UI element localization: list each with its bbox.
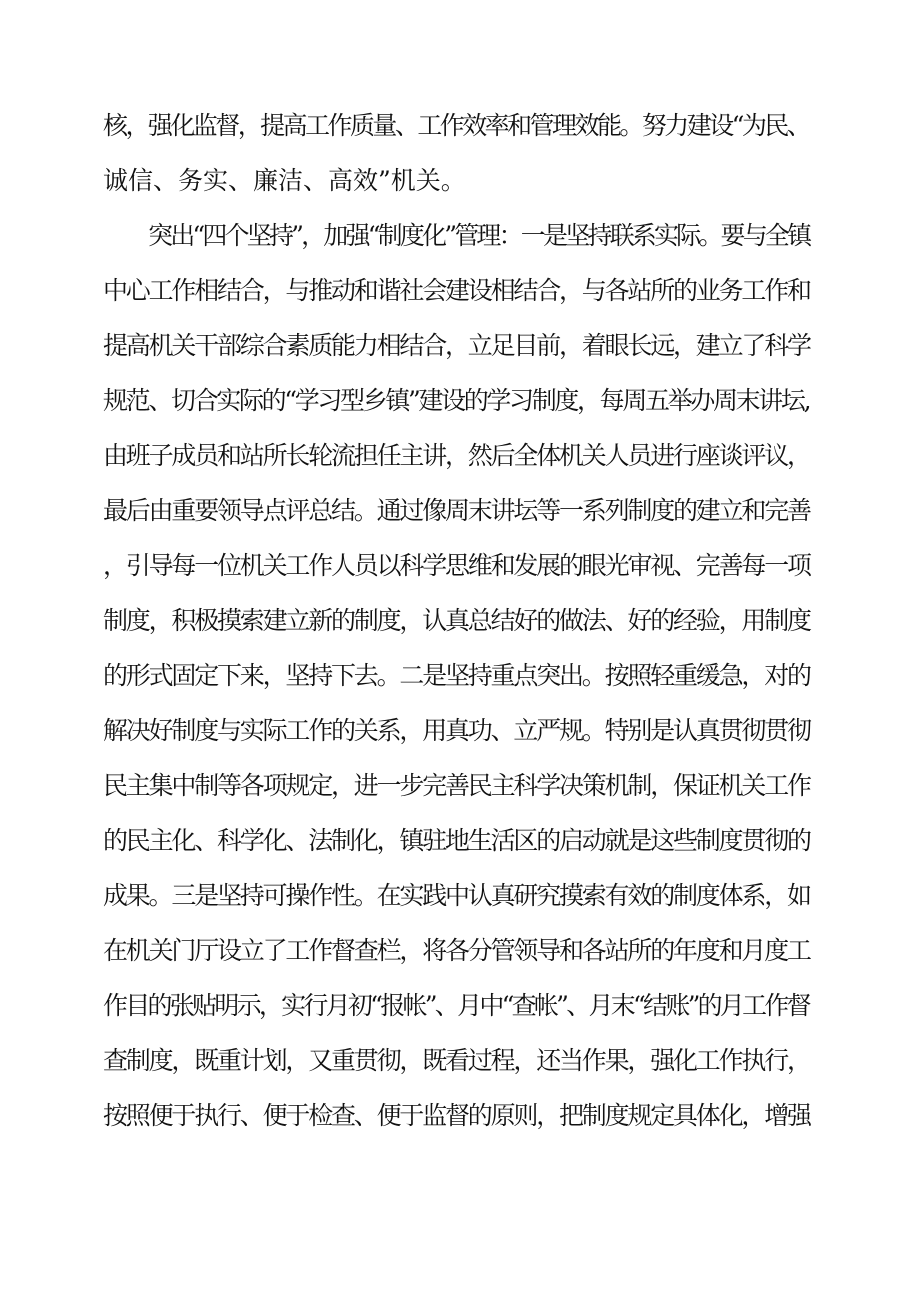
text-line: 最后由重要领导点评总结。通过像周末讲坛等一系列制度的建立和完善	[103, 496, 810, 525]
text-line: 作目的张贴明示，实行月初“报帐”、月中“查帐”、月末“结账”的月工作督	[103, 991, 809, 1020]
text-line: 规范、切合实际的“学习型乡镇”建设的学习制度，每周五举办周末讲坛,	[103, 386, 810, 415]
text-line: 民主集中制等各项规定，进一步完善民主科学决策机制，保证机关工作	[103, 771, 810, 800]
text-line: 的民主化、科学化、法制化，镇驻地生活区的启动就是这些制度贯彻的	[103, 826, 810, 855]
text-line: 查制度，既重计划，又重贯彻，既看过程，还当作果，强化工作执行，	[103, 1046, 810, 1075]
text-line: 成果。三是坚持可操作性。在实践中认真研究摸索有效的制度体系，如	[103, 881, 810, 910]
text-line: 制度，积极摸索建立新的制度，认真总结好的做法、好的经验，用制度	[103, 606, 810, 635]
text-line: 的形式固定下来，坚持下去。二是坚持重点突出。按照轻重缓急，对的	[103, 661, 810, 690]
text-line: 解决好制度与实际工作的关系，用真功、立严规。特别是认真贯彻贯彻	[103, 716, 810, 745]
text-line: 核，强化监督，提高工作质量、工作效率和管理效能。努力建设“为民、	[103, 111, 810, 140]
text-line: 在机关门厅设立了工作督查栏，将各分管领导和各站所的年度和月度工	[103, 936, 810, 965]
text-line: 诚信、务实、廉洁、高效”机关。	[103, 166, 466, 195]
text-line: 提高机关干部综合素质能力相结合，立足目前，着眼长远，建立了科学	[103, 331, 810, 360]
paragraph-first-line: 突出“四个坚持”，加强“制度化”管理：一是坚持联系实际。要与全镇	[148, 221, 810, 250]
text-line: ，引导每一位机关工作人员以科学思维和发展的眼光审视、完善每一项	[103, 551, 810, 580]
text-line: 中心工作相结合，与推动和谐社会建设相结合，与各站所的业务工作和	[103, 276, 810, 305]
text-line: 按照便于执行、便于检查、便于监督的原则，把制度规定具体化，增强	[103, 1101, 810, 1130]
text-line: 由班子成员和站所长轮流担任主讲，然后全体机关人员进行座谈评议，	[103, 441, 810, 470]
